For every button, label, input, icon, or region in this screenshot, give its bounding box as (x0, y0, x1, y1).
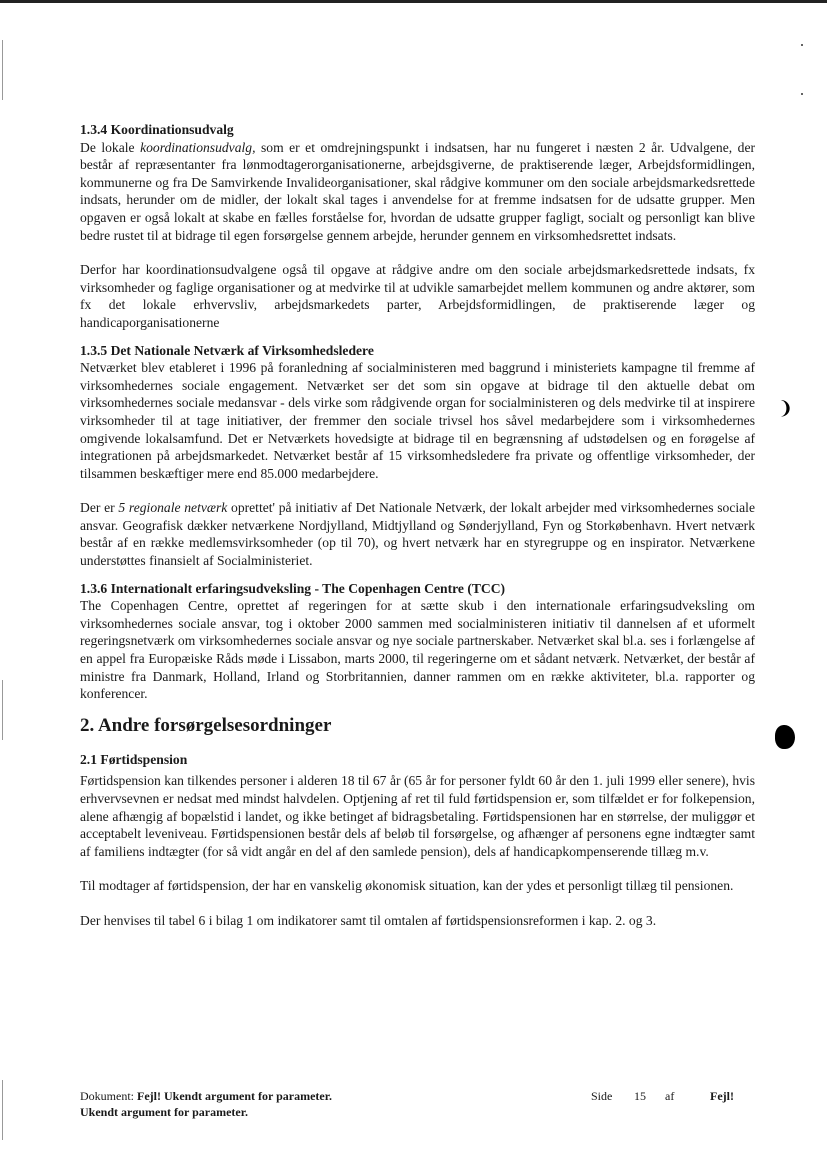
section-heading-135: 1.3.5 Det Nationale Netværk af Virksomhedsledere (80, 342, 374, 358)
footer-document-field (80, 1088, 500, 1120)
footer-doc-error: Fejl! Ukendt argument for parameter. (137, 1089, 332, 1103)
document-body (80, 121, 755, 930)
paragraph: Der henvises til tabel 6 i bilag 1 om indikatorer samt til omtalen af førtidspensionsreformen i kap. 2. og 3. (80, 912, 657, 928)
paragraph (80, 499, 755, 569)
scan-artifact-blob (775, 725, 795, 749)
footer-page-field (591, 1088, 751, 1104)
text-run: oprettet' på initiativ af Det Nationale Netværk, der lokalt arbejder med virksomhedernes sociale ansvar. Geografisk dækker netværkene Nordjylland, Midtjylland og Sønderjylland, Fyn og Storkøbenhavn. Hvert netværk består af en række medlemsvirksomheder (op til 70), og hvert netværk har en styregruppe og en inspirator. Netværkene understøttes finansielt af Socialministeriet. (80, 500, 755, 569)
scan-edge-mark (2, 40, 3, 100)
chapter-heading: 2. Andre forsørgelsesordninger (80, 714, 332, 736)
section-heading-134: 1.3.4 Koordinationsudvalg (80, 122, 234, 137)
paragraph: Derfor har koordinationsudvalgene også til opgave at rådgive andre om den sociale arbejdsmarkedsrettede indsats, fx virksomheder og faglige organisationer og at medvirke til at udvikle samarbejdet mellem kommunen og andre aktører, som fx det lokale erhvervsliv, arbejdsmarkedets parter, Arbejdsformidlingen, de praktiserende læger og handicaporganisationerne (80, 262, 755, 330)
emphasis-text: 5 regionale netværk (118, 500, 228, 516)
scan-speck (801, 44, 803, 46)
text-run: De lokale (80, 139, 141, 155)
emphasis-text: koordinationsudvalg, (140, 139, 256, 155)
footer-side-label: Side (591, 1089, 613, 1103)
scan-artifact-hook: ❩ (778, 398, 794, 418)
footer-of-label: af (665, 1089, 675, 1103)
scan-speck (801, 93, 803, 95)
top-border-line (0, 0, 827, 3)
section-heading-136: 1.3.6 Internationalt erfaringsudveksling - The Copenhagen Centre (TCC) (80, 580, 506, 596)
scan-edge-mark (2, 1080, 3, 1140)
footer-page-number: 15 (634, 1089, 646, 1103)
footer-doc-label: Dokument: (80, 1089, 137, 1103)
footer-total-error: Fejl! (710, 1089, 734, 1103)
paragraph: Netværket blev etableret i 1996 på foranledning af socialministeren med baggrund i ministeriets kampagne til fremme af virksomhedernes sociale engagement. Netværket ser det som sin opgave at bidrage til den aktuelle debat om virksomhedernes sociale medansvar - dels virke som rådgivende organ for socialministeren og dels medvirke til at inspirere virksomheder til at tage initiativer, der fremmer den sociale trivsel hos såvel medarbejdere som i virksomhedernes omgivende lokalsamfund. Det er Netværkets hovedsigte at bidrage til en begrænsning af udstødelsen og en forøgelse af integrationen på arbejdsmarkedet. Netværket består af 15 virksomhedsledere fra private og offentlige virksomheder, der tilsammen beskæftiger mere end 85.000 medarbejdere. (80, 360, 755, 481)
paragraph: The Copenhagen Centre, oprettet af regeringen for at sætte skub i den internationale erfaringsudveksling om virksomhedernes sociale ansvar, tog i oktober 2000 sammen med socialministeren initiativ til dannelsen af et uformelt regeringsnetværk om virksomhedernes sociale ansvar og nye sociale partnerskaber. Netværket skal bl.a. ses i forlængelse af en appel fra Europæiske Råds møde i Lissabon, marts 2000, til regeringerne om et sådant netværk. Netværket, der består af ministre fra Danmark, Holland, Irland og Storbritannien, danner rammen om en række aktiviteter, bl.a. rapporter og konferencer. (80, 598, 755, 702)
paragraph: Til modtager af førtidspension, der har en vanskelig økonomisk situation, kan der ydes et personligt tillæg til pensionen. (80, 878, 734, 894)
paragraph (80, 139, 755, 245)
text-run: som er et omdrejningspunkt i indsatsen, har nu fungeret i næsten 2 år. Udvalgene, der består af repræsentanter fra lønmodtagerorganisationerne, arbejdsgiverne, de praktiserende læger, Arbejdsformidlingen, kommunerne og fra De Samvirkende Invalideorganisationer, skal rådgive kommuner om den sociale arbejdsmarkedsrettede indsats, herunder om de midler, der lokalt skal tages i anvendelse for at fremme indsatsen for de udsatte grupper. Men opgaven er også lokalt at skabe en fælles forståelse for, hvordan de udsatte grupper fagligt, socialt og personligt kan blive bedre rustet til at bidrage til egen forsørgelse gennem arbejde, herunder gennem en virksomhedsrettet indsats. (80, 139, 755, 243)
footer-doc-error-line2: Ukendt argument for parameter. (80, 1105, 248, 1119)
section-heading-21: 2.1 Førtidspension (80, 751, 188, 767)
paragraph: Førtidspension kan tilkendes personer i alderen 18 til 67 år (65 år for personer fyldt 60 år den 1. juli 1999 eller senere), hvis erhvervsevnen er nedsat med mindst halvdelen. Optjening af ret til fuld førtidspension er, som tilfældet er for folkepension, alene afhængig af bopælstid i landet, og ikke betinget af bidragsbetaling. Førtidspensionen har en størrelse, der muliggør et acceptabelt leveniveau. Førtidspensionen består dels af beløb til forsørgelse, og afhænger af personens egne indtægter samt af familiens indtægter (for så vidt angår en del af den samlede pension), dels af handicapkompenserende tillæg m.v. (80, 773, 755, 859)
text-run: Der er (80, 500, 119, 516)
scan-edge-mark (2, 680, 3, 740)
